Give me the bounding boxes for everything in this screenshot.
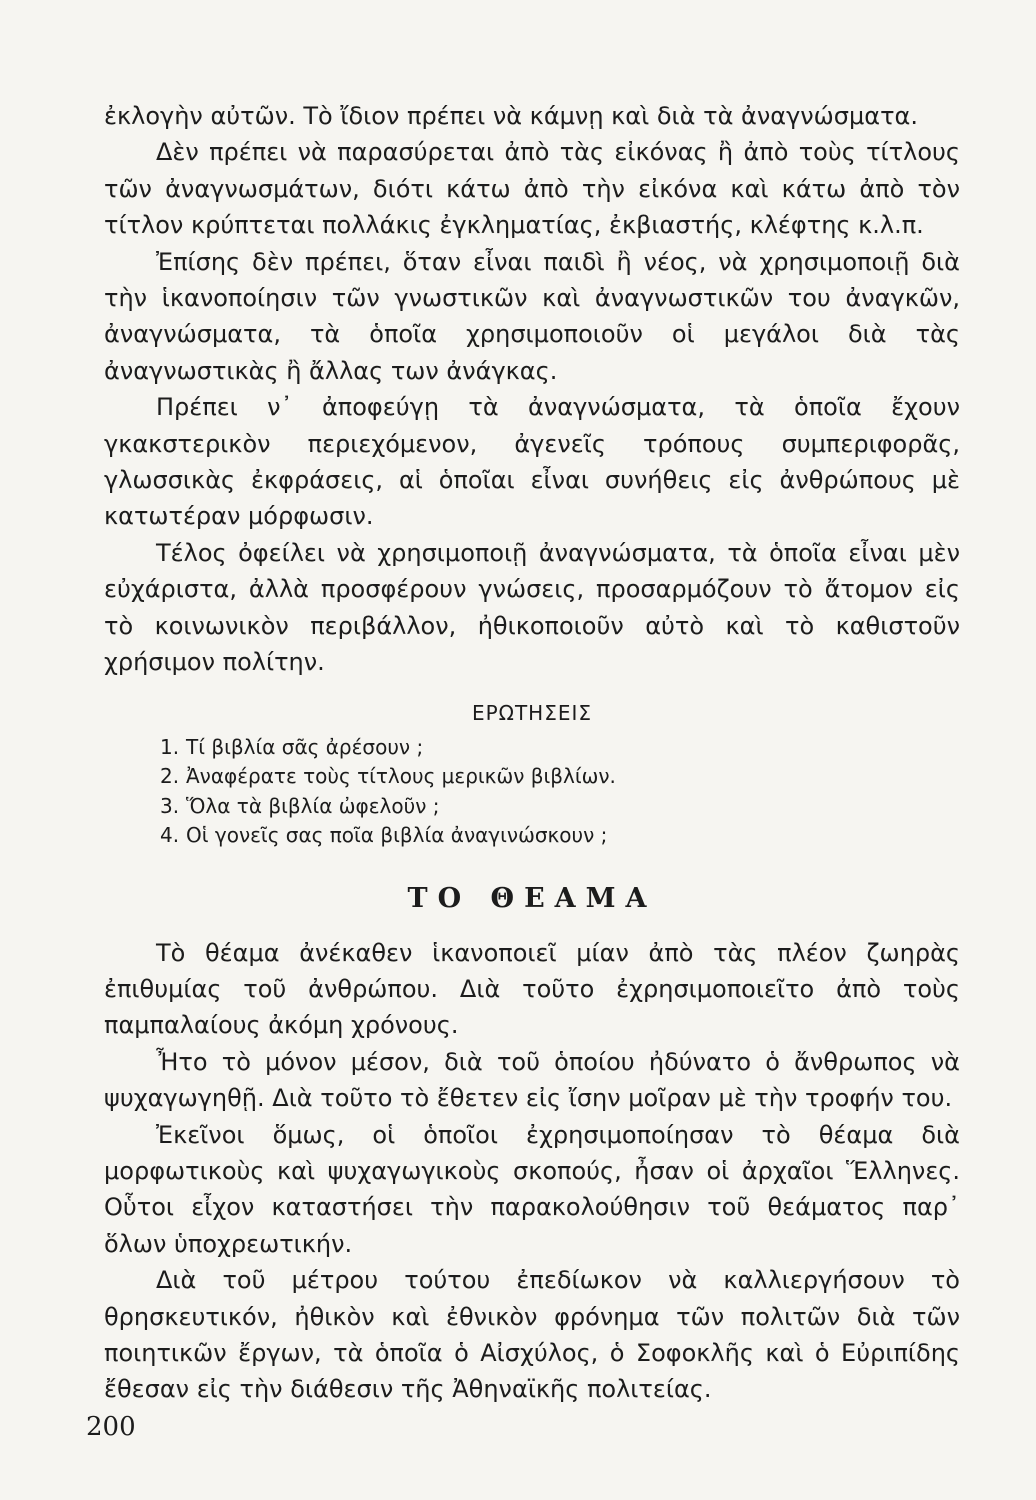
question-item [104, 733, 960, 763]
section-heading: ΤΟ ΘΕΑΜΑ [407, 882, 657, 914]
paragraph: Πρέπει ν᾿ ἀποφεύγῃ τὰ ἀναγνώσματα, τὰ ὁποῖα ἔχουν γκακστερικὸν περιεχόμενον, ἀγενεῖς τρόπους συμπεριφορᾶς, γλωσσικὰς ἐκφράσεις, αἱ ὁποῖαι εἶναι συνήθεις εἰς ἀνθρώπους μὲ κατωτέραν μόρφωσιν. [104, 393, 960, 531]
question-number: 2. [160, 764, 180, 788]
question-number: 1. [160, 734, 180, 759]
question-number: 3. [160, 793, 180, 818]
question-text: Οἱ γονεῖς σας ποῖα βιβλία ἀναγινώσκουν ; [186, 823, 608, 847]
paragraph: Τέλος ὀφείλει νὰ χρησιμοποιῇ ἀναγνώσματα, τὰ ὁποῖα εἶναι μὲν εὐχάριστα, ἀλλὰ προσφέρουν γνώσεις, προσαρμόζουν τὸ ἄτομον εἰς τὸ κοινωνικὸν περιβάλλον, ἠθικοποιοῦν αὐτὸ καὶ τὸ καθιστοῦν χρήσιμον πολίτην. [104, 538, 960, 677]
question-text: Ἀναφέρατε τοὺς τίτλους μερικῶν βιβλίων. [186, 764, 616, 788]
paragraph: Δὲν πρέπει νὰ παρασύρεται ἀπὸ τὰς εἰκόνας ἢ ἀπὸ τοὺς τίτλους τῶν ἀναγνωσμάτων, διότι κάτω ἀπὸ τὴν εἰκόνα καὶ κάτω ἀπὸ τὸν τίτλον κρύπτεται πολλάκις ἐγκληματίας, ἐκβιαστής, κλέφτης κ.λ.π. [104, 138, 960, 240]
question-item [104, 762, 960, 792]
paragraph: Διὰ τοῦ μέτρου τούτου ἐπεδίωκον νὰ καλλιεργήσουν τὸ θρησκευτικόν, ἠθικὸν καὶ ἐθνικὸν φρόνημα τῶν πολιτῶν διὰ τῶν ποιητικῶν ἔργων, τὰ ὁποῖα ὁ Αἰσχύλος, ὁ Σοφοκλῆς καὶ ὁ Εὐριπίδης ἔθεσαν εἰς τὴν διάθεσιν τῆς Ἀθηναϊκῆς πολιτείας. [104, 1266, 960, 1404]
question-item [104, 792, 960, 822]
paragraph-continuation: ἐκλογὴν αὐτῶν. Τὸ ἴδιον πρέπει νὰ κάμνῃ καὶ διὰ τὰ ἀναγνώσματα. [104, 102, 918, 130]
paragraph: Ἐκεῖνοι ὅμως, οἱ ὁποῖοι ἐχρησιμοποίησαν τὸ θέαμα διὰ μορφωτικοὺς καὶ ψυχαγωγικοὺς σκοπούς, ἦσαν οἱ ἀρχαῖοι Ἕλληνες. Οὗτοι εἶχον καταστήσει τὴν παρακολούθησιν τοῦ θεάματος παρ᾿ ὅλων ὑποχρεωτικήν. [104, 1120, 960, 1258]
question-item [104, 821, 960, 851]
questions-list [104, 733, 960, 851]
paragraph: Τὸ θέαμα ἀνέκαθεν ἱκανοποιεῖ μίαν ἀπὸ τὰς πλέον ζωηρὰς ἐπιθυμίας τοῦ ἀνθρώπου. Διὰ τοῦτο ἐχρησιμοποιεῖτο ἀπὸ τοὺς παμπαλαίους ἀκόμη χρόνους. [104, 938, 960, 1040]
page-body [104, 98, 960, 1408]
paragraph: Ἦτο τὸ μόνον μέσον, διὰ τοῦ ὁποίου ἠδύνατο ὁ ἄνθρωπος νὰ ψυχαγωγηθῇ. Διὰ τοῦτο τὸ ἔθετεν εἰς ἴσην μοῖραν μὲ τὴν τροφήν του. [104, 1047, 960, 1113]
question-number: 4. [160, 823, 180, 847]
question-text: Ὅλα τὰ βιβλία ὠφελοῦν ; [186, 793, 440, 818]
page-number: 200 [86, 1412, 136, 1442]
question-text: Τί βιβλία σᾶς ἀρέσουν ; [186, 734, 424, 759]
questions-title: ΕΡΩΤΗΣΕΙΣ [471, 700, 593, 725]
paragraph: Ἐπίσης δὲν πρέπει, ὅταν εἶναι παιδὶ ἢ νέος, νὰ χρησιμοποιῇ διὰ τὴν ἱκανοποίησιν τῶν γνωστικῶν καὶ ἀναγνωστικῶν του ἀναγκῶν, ἀναγνώσματα, τὰ ὁποῖα χρησιμοποιοῦν οἱ μεγάλοι διὰ τὰς ἀναγνωστικὰς ἢ ἄλλας των ἀνάγκας. [104, 247, 960, 385]
